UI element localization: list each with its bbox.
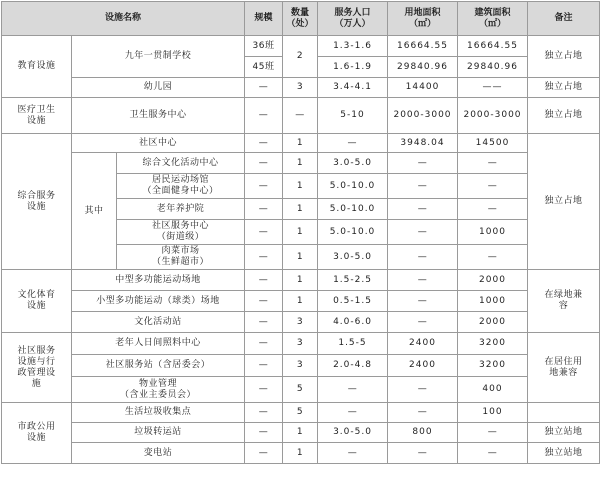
cell-pop: 5.0-10.0 [318, 220, 388, 245]
header-pop-line1: 服务人口 [334, 7, 371, 18]
table-row [2, 291, 600, 312]
cell-pop: 1.6-1.9 [318, 57, 388, 78]
cell-scale: — [245, 443, 283, 464]
cell-qty: 1 [283, 220, 318, 245]
cell-bld: — [458, 245, 528, 270]
cell-scale: — [245, 377, 283, 403]
header-note: 备注 [528, 2, 600, 36]
cell-pop: 2.0-4.8 [318, 355, 388, 377]
cell-bld: 2000 [458, 312, 528, 333]
cell-land: 2400 [388, 355, 458, 377]
cell-land: — [388, 377, 458, 403]
facility-name: 社区中心 [72, 134, 245, 153]
cell-bld: 3200 [458, 355, 528, 377]
category-line: 政管理设 [17, 367, 56, 378]
cell-scale: — [245, 312, 283, 333]
category-line: 设施 [26, 201, 46, 212]
cell-qty: 1 [283, 443, 318, 464]
cell-scale: — [245, 174, 283, 199]
cell-scale: — [245, 423, 283, 443]
cell-bld: 1000 [458, 220, 528, 245]
table-row [2, 134, 600, 153]
cell-scale: — [245, 403, 283, 423]
cell-bld: —— [458, 78, 528, 98]
facility-name: 九年一贯制学校 [72, 36, 245, 78]
cell-qty: 1 [283, 153, 318, 174]
cell-note [528, 403, 600, 423]
header-bld [458, 2, 528, 36]
cell-note: 独立站地 [528, 423, 600, 443]
header-scale: 规模 [245, 2, 283, 36]
facility-name: 老年人日间照料中心 [72, 333, 245, 355]
cell-bld: 16664.55 [458, 36, 528, 57]
header-qty-line1: 数量 [290, 7, 309, 18]
cell-bld: 1000 [458, 291, 528, 312]
cell-qty: 3 [283, 312, 318, 333]
header-land-line1: 用地面积 [404, 7, 441, 18]
cell-note: 独立占地 [528, 78, 600, 98]
cell-pop: 5.0-10.0 [318, 199, 388, 220]
table-row [2, 355, 600, 377]
cell-qty: 1 [283, 291, 318, 312]
table-row [2, 36, 600, 57]
category-line: 综合服务 [17, 190, 56, 201]
cell-bld: 2000-3000 [458, 98, 528, 134]
cell-scale: — [245, 199, 283, 220]
sub-label: 其中 [72, 153, 117, 270]
header-bld-line2: （㎡） [478, 18, 506, 29]
name-line: 社区服务中心 [151, 221, 209, 231]
category-comprehensive [2, 134, 72, 270]
cell-qty: 1 [283, 174, 318, 199]
table-row [2, 423, 600, 443]
cell-bld: 2000 [458, 270, 528, 291]
cell-land: — [388, 245, 458, 270]
cell-land: 29840.96 [388, 57, 458, 78]
cell-qty: 1 [283, 423, 318, 443]
cell-pop: 1.5-5 [318, 333, 388, 355]
header-row [2, 2, 600, 36]
cell-scale: 36班 [245, 36, 283, 57]
facility-name [72, 377, 245, 403]
cell-pop: 1.3-1.6 [318, 36, 388, 57]
cell-scale: — [245, 333, 283, 355]
cell-land: — [388, 199, 458, 220]
category-line: 社区服务 [17, 345, 56, 356]
cell-land: — [388, 174, 458, 199]
cell-land: 2400 [388, 333, 458, 355]
cell-land: 14400 [388, 78, 458, 98]
cell-qty: 5 [283, 377, 318, 403]
cell-scale: — [245, 355, 283, 377]
header-land [388, 2, 458, 36]
cell-qty: 1 [283, 134, 318, 153]
facility-name: 中型多功能运动场地 [72, 270, 245, 291]
name-line: 居民运动场馆 [151, 175, 209, 185]
cell-qty: 2 [283, 36, 318, 78]
note-line: 在居住用 [544, 356, 583, 367]
name-line: 肉菜市场 [161, 246, 200, 256]
cell-scale: — [245, 134, 283, 153]
facility-name: 卫生服务中心 [72, 98, 245, 134]
cell-pop: 3.0-5.0 [318, 423, 388, 443]
table-row [2, 333, 600, 355]
header-pop-line2: （万人） [334, 18, 371, 29]
cell-land: 3948.04 [388, 134, 458, 153]
cell-qty: 1 [283, 245, 318, 270]
facility-name [117, 174, 245, 199]
category-admin [2, 333, 72, 403]
table-row [2, 78, 600, 98]
cell-scale: — [245, 291, 283, 312]
cell-land: — [388, 403, 458, 423]
cell-qty: 1 [283, 270, 318, 291]
cell-scale: — [245, 220, 283, 245]
cell-bld: — [458, 423, 528, 443]
cell-pop: 5.0-10.0 [318, 174, 388, 199]
name-line: （街道级） [156, 232, 205, 242]
facility-name: 社区服务站（含居委会） [72, 355, 245, 377]
facility-name: 变电站 [72, 443, 245, 464]
cell-scale: — [245, 245, 283, 270]
name-line: （含业主委员会） [119, 389, 196, 400]
cell-pop: 3.0-5.0 [318, 245, 388, 270]
cell-land: 2000-3000 [388, 98, 458, 134]
cell-scale: — [245, 98, 283, 134]
header-qty [283, 2, 318, 36]
cell-qty: 3 [283, 78, 318, 98]
facility-name: 生活垃圾收集点 [72, 403, 245, 423]
category-medical [2, 98, 72, 134]
name-line: 物业管理 [138, 378, 177, 389]
cell-qty: 5 [283, 403, 318, 423]
category-line: 医疗卫生 [17, 104, 56, 115]
category-line: 设施 [26, 115, 46, 126]
header-land-line2: （㎡） [408, 18, 436, 29]
cell-qty: 3 [283, 355, 318, 377]
cell-bld: — [458, 153, 528, 174]
cell-note [528, 333, 600, 403]
category-culture [2, 270, 72, 333]
facility-name: 综合文化活动中心 [117, 153, 245, 174]
cell-scale: — [245, 153, 283, 174]
note-line: 在绿地兼 [544, 290, 583, 300]
header-name: 设施名称 [2, 2, 245, 36]
table-row [2, 377, 600, 403]
cell-qty: 3 [283, 333, 318, 355]
facility-table [1, 1, 600, 464]
note-line: 地兼容 [549, 367, 578, 378]
cell-land: — [388, 270, 458, 291]
header-pop [318, 2, 388, 36]
name-line: （全面健身中心） [142, 186, 219, 196]
cell-bld: — [458, 443, 528, 464]
cell-pop: — [318, 134, 388, 153]
cell-pop: 3.4-4.1 [318, 78, 388, 98]
cell-pop: — [318, 403, 388, 423]
facility-name: 小型多功能运动（球类）场地 [72, 291, 245, 312]
table-row [2, 153, 600, 174]
cell-note: 独立占地 [528, 98, 600, 134]
cell-qty: 1 [283, 199, 318, 220]
cell-bld: 14500 [458, 134, 528, 153]
facility-name [117, 245, 245, 270]
cell-land: — [388, 312, 458, 333]
cell-pop: 4.0-6.0 [318, 312, 388, 333]
cell-pop: 5-10 [318, 98, 388, 134]
category-line: 文化体育 [17, 290, 56, 300]
table-row [2, 270, 600, 291]
cell-pop: 1.5-2.5 [318, 270, 388, 291]
category-municipal [2, 403, 72, 464]
cell-land: — [388, 220, 458, 245]
cell-scale: 45班 [245, 57, 283, 78]
cell-bld: — [458, 174, 528, 199]
cell-qty: — [283, 98, 318, 134]
cell-scale: — [245, 270, 283, 291]
cell-land: — [388, 291, 458, 312]
category-line: 设施 [26, 433, 46, 443]
cell-land: 16664.55 [388, 36, 458, 57]
cell-pop: — [318, 377, 388, 403]
facility-name [117, 220, 245, 245]
header-bld-line1: 建筑面积 [474, 7, 511, 18]
note-line: 容 [558, 301, 569, 311]
cell-bld: 100 [458, 403, 528, 423]
cell-land: — [388, 153, 458, 174]
category-line: 设施与行 [17, 356, 56, 367]
cell-note [528, 270, 600, 333]
cell-bld: — [458, 199, 528, 220]
cell-bld: 29840.96 [458, 57, 528, 78]
category-line: 施 [31, 378, 42, 389]
cell-note: 独立占地 [528, 36, 600, 78]
category-line: 设施 [26, 301, 46, 311]
table-row [2, 312, 600, 333]
header-qty-line2: （处） [286, 18, 314, 29]
cell-note: 独立站地 [528, 443, 600, 464]
facility-name: 幼儿园 [72, 78, 245, 98]
cell-pop: 0.5-1.5 [318, 291, 388, 312]
table-row [2, 403, 600, 423]
cell-pop: — [318, 443, 388, 464]
cell-bld: 3200 [458, 333, 528, 355]
facility-name: 垃圾转运站 [72, 423, 245, 443]
cell-bld: 400 [458, 377, 528, 403]
cell-pop: 3.0-5.0 [318, 153, 388, 174]
cell-land: 800 [388, 423, 458, 443]
cell-land: — [388, 443, 458, 464]
table-row [2, 98, 600, 134]
cell-note: 独立占地 [528, 134, 600, 270]
category-line: 市政公用 [17, 422, 56, 432]
table-row [2, 443, 600, 464]
name-line: （生鲜超市） [151, 257, 209, 267]
cell-scale: — [245, 78, 283, 98]
facility-name: 老年养护院 [117, 199, 245, 220]
category-education: 教育设施 [2, 36, 72, 98]
facility-name: 文化活动站 [72, 312, 245, 333]
